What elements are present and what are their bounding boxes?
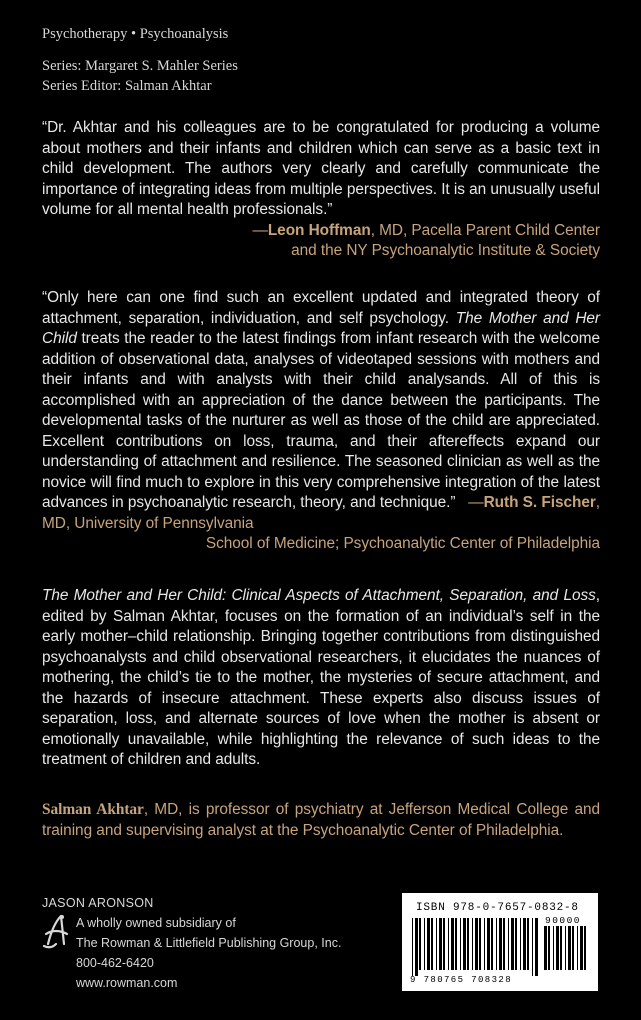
- description-text: , edited by Salman Akhtar, focuses on the formation of an individual’s self in the early mother–child relationship. Bringing together contributions from distinguished psychoanalysts and child observational researchers, it elucidates the nuances of mothering, the child’s tie to the mother, the mysteries of secure attachment, and the hazards of insecure attachment. These experts also discuss issues of separation, loss, and alternate sources of love when the mother is absent or emotionally unavailable, while highlighting the relevance of such ideas to the treatment of children and adults.: [42, 587, 600, 768]
- publisher-imprint: JASON ARONSON: [42, 896, 154, 910]
- isbn-number: ISBN 978-0-7657-0832-8: [416, 902, 579, 914]
- barcode-bar: [496, 918, 497, 970]
- barcode-bar: [443, 918, 445, 970]
- barcode-bar: [455, 918, 457, 970]
- author-bio-text: , MD, is professor of psychiatry at Jefferson Medical College and training and supervising analyst at the Psychoanalytic Center of Philadelphia.: [42, 801, 600, 839]
- endorsement-quote-1: [42, 118, 600, 262]
- isbn-barcode: [402, 893, 598, 991]
- barcode-bar: [572, 926, 574, 970]
- addon-barcode-bars: [544, 926, 590, 976]
- barcode-bar: [415, 918, 418, 976]
- barcode-bar: [508, 918, 509, 970]
- quote-1-affiliation-1: , MD, Pacella Parent Child Center: [370, 221, 600, 239]
- subject-line: Psychotherapy • Psychoanalysis: [42, 26, 229, 42]
- book-description: [42, 586, 600, 771]
- barcode-bar: [431, 918, 433, 970]
- description-book-title: The Mother and Her Child: Clinical Aspects of Attachment, Separation, and Loss: [42, 587, 596, 604]
- barcode-bar: [532, 918, 533, 976]
- quote-2-author: Ruth S. Fischer: [483, 494, 596, 511]
- series-header: [42, 24, 602, 96]
- barcode-bar: [487, 918, 490, 970]
- barcode-bar: [568, 926, 571, 970]
- barcode-digits: 9 780765 708328: [410, 975, 513, 985]
- barcode-bar: [475, 918, 478, 970]
- publisher-subsidiary-line: A wholly owned subsidiary of: [76, 916, 236, 930]
- barcode-bar: [556, 926, 559, 970]
- quote-1-text: “Dr. Akhtar and his colleagues are to be congratulated for producing a volume about mothers and their infants and children which can serve as a basic text in child development. The authors very clearly and carefully communicate the importance of integrating ideas from multiple perspectives. It is an unusually useful volume for all mental health professionals.”: [42, 119, 600, 218]
- barcode-bar: [436, 918, 437, 970]
- publisher-website: www.rowman.com: [76, 976, 178, 990]
- barcode-bar: [515, 918, 517, 970]
- series-editor-line: Series Editor: Salman Akhtar: [42, 78, 212, 94]
- barcode-bar: [463, 918, 466, 970]
- barcode-bar: [511, 918, 514, 970]
- barcode-bar: [535, 918, 538, 976]
- publisher-group-line: The Rowman & Littlefield Publishing Group, Inc.: [76, 936, 342, 950]
- endorsement-quote-2: [42, 288, 600, 555]
- barcode-bar: [577, 926, 578, 970]
- quote-2-affiliation-1: , MD, University of Pennsylvania: [42, 494, 601, 532]
- barcode-bar: [451, 918, 454, 970]
- barcode-bar: [419, 918, 421, 970]
- quote-1-affiliation-2: and the NY Psychoanalytic Institute & Society: [291, 242, 600, 259]
- barcode-bar: [503, 918, 505, 970]
- author-bio: [42, 800, 600, 841]
- barcode-bar: [584, 926, 586, 970]
- author-name: Salman Akhtar: [42, 801, 144, 818]
- barcode-bar: [460, 918, 461, 970]
- barcode-bar: [580, 926, 583, 970]
- series-line: Series: Margaret S. Mahler Series: [42, 58, 238, 74]
- barcode-bar: [427, 918, 430, 970]
- barcode-bar: [520, 918, 521, 970]
- barcode-bar: [499, 918, 502, 970]
- quote-2-text-b: treats the reader to the latest findings from infant research with the welcome addition of observational data, analyses of videotaped sessions with mothers and their infants and with analysts with their child analysands. All of this is accomplished with an appreciation of the dance between the participants. The developmental tasks of the nurturer as well as those of the child are appreciated. Excellent contributions on loss, trauma, and their aftereffects expand our understanding of attachment and resilience. The seasoned clinician as well as the novice will find much to explore in this very comprehensive integration of the latest advances in psychoanalytic research, theory, and technique.”: [42, 330, 600, 511]
- barcode-bar: [467, 918, 469, 970]
- quote-2-attribution-line-2: School of Medicine; Psychoanalytic Center of Philadelphia: [205, 535, 600, 552]
- barcode-bar: [565, 926, 566, 970]
- barcode-bar: [560, 926, 562, 970]
- barcode-bar: [484, 918, 485, 970]
- barcode-bar: [412, 918, 413, 976]
- quote-2-text-a: “Only here can one find such an excellent updated and integrated theory of attachment, separation, individuation, and self psychology.: [42, 289, 600, 327]
- barcode-bar: [553, 926, 554, 970]
- barcode-bar: [439, 918, 442, 970]
- publisher-info: [42, 893, 341, 993]
- barcode-bar: [479, 918, 481, 970]
- barcode-bar: [424, 918, 425, 970]
- quote-1-author: Leon Hoffman: [267, 221, 371, 239]
- ean-barcode-bars: [412, 918, 540, 976]
- barcode-bar: [491, 918, 493, 970]
- barcode-bar: [544, 926, 547, 970]
- barcode-bar: [448, 918, 449, 970]
- quote-1-attribution: [42, 221, 600, 262]
- price-code: 90000: [545, 915, 582, 926]
- quote-1-dash: —: [252, 221, 268, 239]
- quote-2-dash: —: [468, 494, 484, 511]
- barcode-bar: [472, 918, 473, 970]
- quote-2-book-title: The Mother and Her Child: [42, 309, 601, 347]
- publisher-phone: 800-462-6420: [76, 956, 154, 970]
- barcode-bar: [527, 918, 529, 970]
- barcode-bar: [548, 926, 550, 970]
- barcode-bar: [523, 918, 526, 970]
